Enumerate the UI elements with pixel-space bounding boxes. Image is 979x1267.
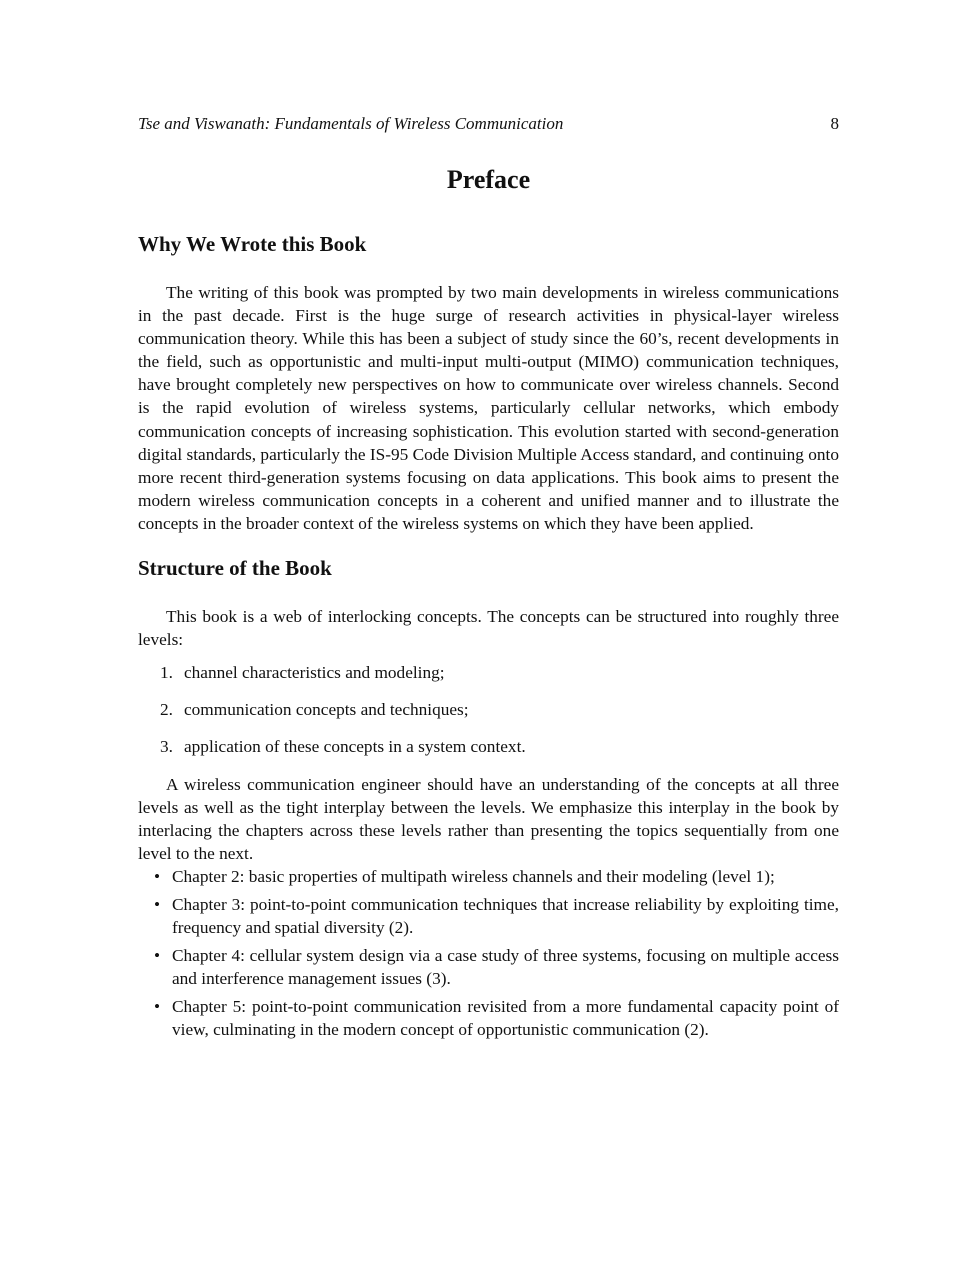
list-item — [138, 893, 839, 939]
list-item — [138, 865, 839, 888]
bullet-icon: • — [154, 946, 161, 966]
list-item — [138, 698, 839, 721]
list-number: 1. — [160, 663, 173, 683]
chapter-item-text: Chapter 5: point-to-point communication revisited from a more fundamental capacity point of view, culminating in the modern concept of opportunistic communication (2). — [172, 997, 839, 1040]
running-header — [138, 112, 839, 136]
page-content — [138, 160, 839, 1047]
list-item-text: application of these concepts in a system context. — [184, 737, 526, 757]
chapters-list — [138, 865, 839, 1042]
list-item — [138, 735, 839, 758]
page-number: 8 — [830, 114, 839, 133]
list-item — [138, 661, 839, 684]
list-item — [138, 944, 839, 990]
structure-paragraph: A wireless communication engineer should have an understanding of the concepts at all three levels as well as the tight interplay between the levels. We emphasize this interplay in the book by interlacing the chapters across these levels rather than presenting the topics sequentially from one level to the next. — [138, 774, 839, 863]
levels-list — [138, 661, 839, 758]
bullet-icon: • — [154, 997, 161, 1017]
list-item-text: channel characteristics and modeling; — [184, 663, 445, 683]
list-number: 3. — [160, 737, 173, 757]
chapter-item-text: Chapter 2: basic properties of multipath wireless channels and their modeling (level 1); — [172, 866, 775, 886]
section-heading-structure: Structure of the Book — [138, 556, 332, 581]
section-heading-why: Why We Wrote this Book — [138, 232, 367, 256]
section-paragraph-why: The writing of this book was prompted by two main developments in wireless communications in the past decade. First is the huge surge of research activities in physical-layer wireless communication theory. While this has been a subject of study since the 60’s, recent developments in the field, such as opportunistic and multi-input multi-output (MIMO) communication techniques, have brought completely new perspectives on how to communicate over wireless channels. Second is the rapid evolution of wireless systems, particularly cellular networks, which embody communication concepts of increasing sophistication. This evolution started with second-generation digital standards, particularly the IS-95 Code Division Multiple Access standard, and continuing onto more recent third-generation systems focusing on data applications. This book aims to present the modern wireless communication concepts in a coherent and unified manner and to illustrate the concepts in the broader context of the wireless systems on which they have been applied. — [138, 283, 839, 533]
bullet-icon: • — [154, 866, 161, 886]
structure-intro-paragraph: This book is a web of interlocking concepts. The concepts can be structured into roughly three levels: — [138, 607, 839, 650]
chapter-item-text: Chapter 3: point-to-point communication techniques that increase reliability by exploiting time, frequency and spatial diversity (2). — [172, 894, 839, 938]
chapter-title: Preface — [446, 165, 531, 194]
chapter-item-text: Chapter 4: cellular system design via a case study of three systems, focusing on multiple access and interference management issues (3). — [172, 946, 839, 989]
list-number: 2. — [160, 700, 173, 720]
list-item — [138, 995, 839, 1041]
bullet-icon: • — [154, 894, 161, 914]
list-item-text: communication concepts and techniques; — [184, 700, 469, 720]
running-title: Tse and Viswanath: Fundamentals of Wireless Communication — [138, 114, 564, 133]
